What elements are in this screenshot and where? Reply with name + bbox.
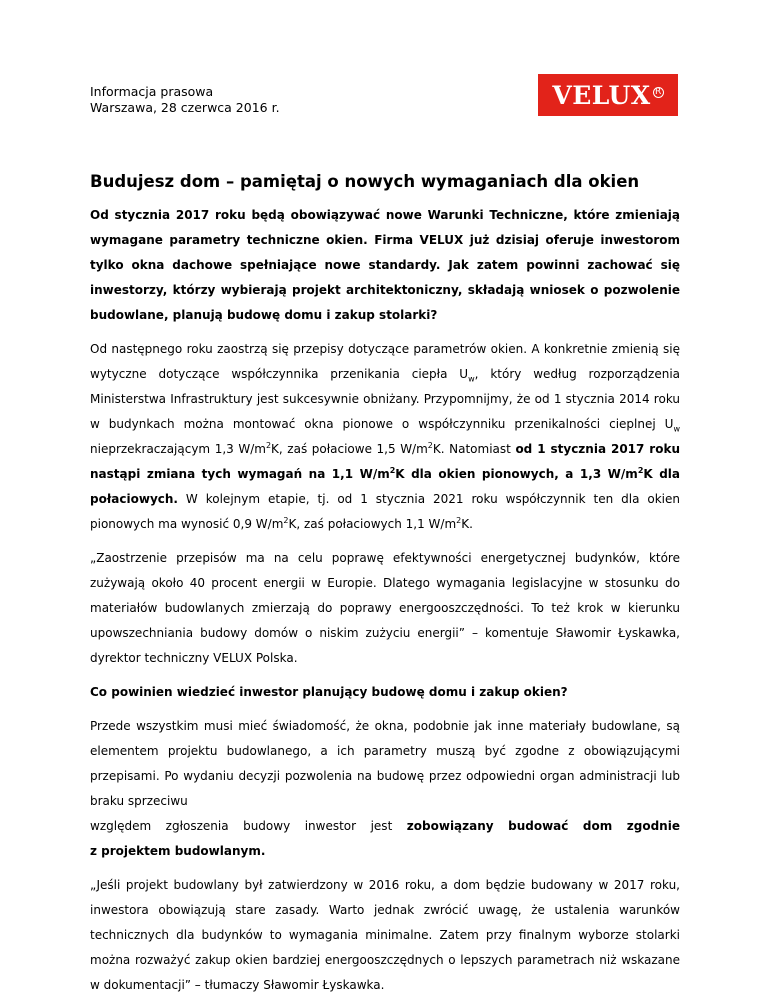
- logo-text: VELUX: [552, 80, 651, 110]
- document-type-label: Informacja prasowa: [90, 84, 214, 99]
- lead-paragraph: Od stycznia 2017 roku będą obowiązywać nowe Warunki Techniczne, które zmieniają wymagane parametry techniczne okien. Firma VELUX już dzisiaj oferuje inwestorom tylko okna dachowe spełniające nowe standardy. Jak zatem powinni zachować się inwestorzy, którzy wybierają projekt architektoniczny, składają wniosek o pozwolenie budowlane, planują budowę domu i zakup stolarki?: [90, 208, 680, 322]
- paragraph-regulations: Od następnego roku zaostrzą się przepisy dotyczące parametrów okien. A konkretnie zmienią się wytyczne dotyczące współczynnika przenikania ciepła $U_w$, który według rozporządzenia Ministerstwa Infrastruktury jest sukcesywnie obniżany. Przypomnijmy, że od 1 stycznia 2014 roku w budynkach można montować okna pionowe o współczynniku przenikalności cieplnej $U_w$ nieprzekraczającym 1,3 $W/m^2K$, zaś połaciowe 1,5 $W/m^2K$. Natomiast od 1 stycznia 2017 roku nastąpi zmiana tych wymagań na 1,1 $W/m^2K$ dla okien pionowych, a 1,3 $W/m^2K$ dla połaciowych. W kolejnym etapie, tj. od 1 stycznia 2021 roku współczynnik ten dla okien pionowych ma wynosić 0,9 $W/m^2K$, zaś połaciowych 1,1 $W/m^2K$.: [90, 342, 681, 531]
- article-title: Budujesz dom – pamiętaj o nowych wymaganiach dla okien: [90, 172, 640, 191]
- paragraph-quote-1: „Zaostrzenie przepisów ma na celu poprawę efektywności energetycznej budynków, które zużywają około 40 procent energii w Europie. Dlatego wymagania legislacyjne w stosunku do materiałów budowlanych zmierzają do poprawy energooszczędności. To też krok w kierunku upowszechniania budowy domów o niskim zużyciu energii” – komentuje Sławomir Łyskawka, dyrektor techniczny VELUX Polska.: [90, 551, 680, 665]
- article-body: [90, 203, 680, 1007]
- paragraph-investor: Przede wszystkim musi mieć świadomość, że okna, podobnie jak inne materiały budowlane, są elementem projektu budowlanego, a ich parametry muszą być zgodne z obowiązującymi przepisami. Po wydaniu decyzji pozwolenia na budowę przez odpowiedni organ administracji lub braku sprzeciwu: [90, 719, 680, 808]
- header-block: [90, 84, 280, 116]
- registered-mark-icon: R: [653, 87, 664, 98]
- justified-line: względem zgłoszenia budowy inwestor jest zobowiązany budować dom zgodnie: [90, 819, 680, 833]
- velux-logo: [538, 74, 678, 116]
- paragraph-investor-end: z projektem budowlanym.: [90, 844, 266, 858]
- subheading: Co powinien wiedzieć inwestor planujący budowę domu i zakup okien?: [90, 685, 568, 699]
- place-date: Warszawa, 28 czerwca 2016 r.: [90, 100, 280, 115]
- paragraph-quote-2: „Jeśli projekt budowlany był zatwierdzony w 2016 roku, a dom będzie budowany w 2017 roku, inwestora obowiązują stare zasady. Warto jednak zwrócić uwagę, że ustalenia warunków technicznych dla budynków to wymagania minimalne. Zatem przy finalnym wyborze stolarki można rozważyć zakup okien bardziej energooszczędnych o lepszych parametrach niż wskazane w dokumentacji” – tłumaczy Sławomir Łyskawka.: [90, 878, 680, 992]
